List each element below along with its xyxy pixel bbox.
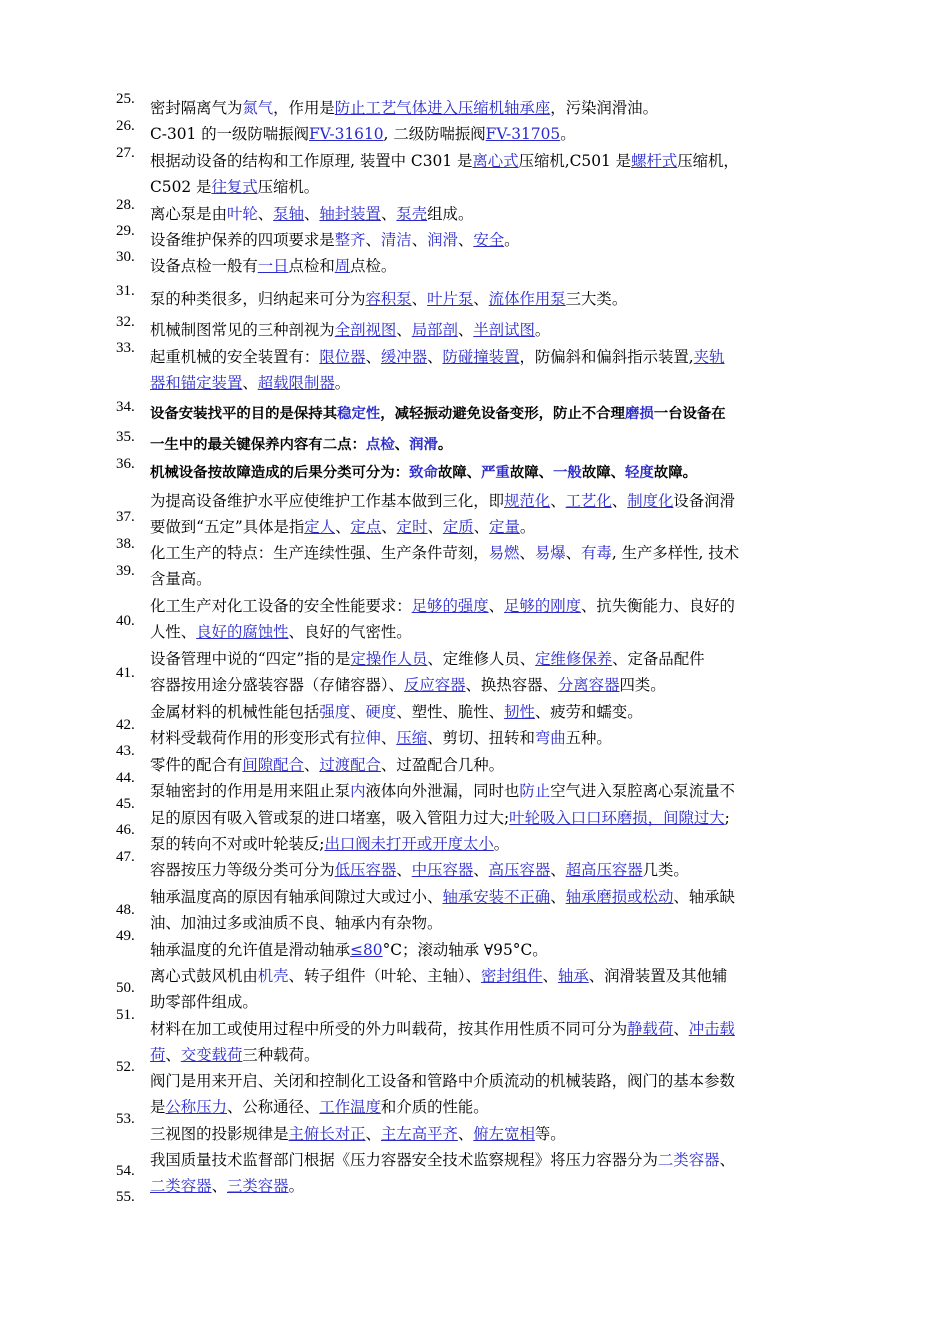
question-text: 、定维修人员、	[427, 650, 536, 668]
question-number: 31.	[116, 283, 135, 299]
text-line	[150, 647, 850, 671]
answer-text: 超载限制器	[257, 374, 335, 392]
text-line	[150, 594, 850, 618]
text-line	[150, 149, 850, 173]
question-text: 、	[550, 888, 566, 906]
question-text: 、	[396, 321, 412, 339]
question-text: 足的原因有吸入管或泵的进口堵塞，吸入管阻力过大;	[150, 809, 510, 827]
question-number: 48.	[116, 902, 135, 918]
question-text: 点检。	[350, 257, 397, 275]
answer-text: 出口阀未打开或开度太小	[324, 835, 494, 853]
question-text: 、	[457, 321, 474, 339]
question-text: 、疲劳和蠕变。	[534, 703, 643, 721]
question-text: C502 是	[150, 178, 212, 196]
question-text: 等。	[534, 1125, 566, 1143]
text-line	[150, 806, 850, 830]
question-text: 、	[380, 729, 397, 747]
text-line	[150, 254, 850, 278]
question-text: 、	[396, 861, 412, 879]
question-text: 、	[457, 1125, 474, 1143]
answer-text: 清洁	[380, 231, 412, 249]
text-line	[150, 567, 850, 591]
question-text: ;	[724, 809, 730, 827]
question-text: 压缩机，	[677, 152, 739, 170]
question-text: 泵轴密封的作用是用来阻止泵	[150, 782, 351, 800]
question-number: 42.	[116, 717, 135, 733]
question-text: 设备点检一般有	[150, 257, 258, 275]
text-line	[150, 620, 850, 644]
text-line	[150, 1043, 850, 1067]
question-text: ，污染润滑油。	[550, 99, 658, 117]
answer-text: 公称压力	[165, 1098, 227, 1116]
question-text: 和介质的性能。	[380, 1098, 489, 1116]
answer-text: 半剖试图	[473, 321, 535, 339]
question-text: 、定备品配件	[612, 650, 705, 668]
question-number: 28.	[116, 197, 135, 213]
question-text: 、	[542, 967, 558, 985]
answer-text: 氮气	[242, 99, 274, 117]
answer-text: 中压容器	[411, 861, 474, 879]
question-text: 、	[473, 290, 489, 308]
question-number: 50.	[116, 980, 135, 996]
question-text: 三种载荷。	[242, 1046, 320, 1064]
question-text: 、	[611, 492, 628, 510]
question-text: 、	[411, 290, 428, 308]
question-number: 37.	[116, 509, 135, 525]
answer-text: 冲击载	[688, 1020, 735, 1038]
text-line	[150, 753, 850, 777]
question-text: 、	[394, 437, 410, 453]
question-text: 、	[335, 518, 351, 536]
text-line	[150, 858, 850, 882]
answer-text: 定维修保养	[535, 650, 613, 668]
question-number: 25.	[116, 91, 135, 107]
answer-text: 主左高平齐	[380, 1125, 458, 1143]
question-text: 。	[288, 1177, 304, 1195]
question-text: 。	[534, 321, 551, 339]
answer-text: 限位器	[319, 348, 366, 366]
question-text: 压缩机,C501 是	[518, 152, 632, 170]
question-text: 、	[381, 518, 397, 536]
question-number: 52.	[116, 1059, 135, 1075]
answer-text: 定质	[442, 518, 474, 536]
answer-text: 全剖视图	[334, 321, 397, 339]
answer-text: 安全	[473, 231, 505, 249]
answer-text: 三类容器	[226, 1177, 289, 1195]
answer-text: 压缩	[396, 729, 428, 747]
question-text: 、	[365, 231, 381, 249]
question-number: 29.	[116, 223, 135, 239]
answer-text: 俯左宽相	[473, 1125, 535, 1143]
question-number: 39.	[116, 563, 135, 579]
question-text: 。	[334, 374, 351, 392]
question-text: 是	[150, 1098, 166, 1116]
text-line	[150, 885, 850, 909]
answer-text: 定点	[350, 518, 382, 536]
answer-text: 轴承安装不正确	[442, 888, 551, 906]
question-number: 49.	[116, 928, 135, 944]
question-number: 32.	[116, 314, 135, 330]
question-text: 容器按压力等级分类可分为	[150, 861, 335, 879]
question-text: 。	[560, 125, 576, 143]
text-line	[150, 1148, 850, 1172]
answer-text: 容积泵	[365, 290, 412, 308]
question-number: 27.	[116, 145, 135, 161]
answer-text: 器和锚定装置	[150, 374, 243, 392]
answer-text: 易爆	[534, 544, 566, 562]
question-text: 轴承温度高的原因有轴承间隙过大或过小、	[150, 888, 443, 906]
answer-text: 润滑	[427, 231, 458, 249]
text-line	[150, 1017, 850, 1041]
answer-text: 轴承	[557, 967, 589, 985]
question-text: ，防偏斜和偏斜指示装置,	[519, 348, 694, 366]
question-text: 空气进入泵腔离心泵流量不	[550, 782, 735, 800]
question-text: 、	[550, 492, 566, 510]
answer-text: 韧性	[504, 703, 535, 721]
question-number: 30.	[116, 249, 135, 265]
question-text: 化工生产的特点：生产连续性强、生产条件苛刻，	[150, 544, 489, 562]
answer-text: 致命	[409, 465, 438, 481]
answer-text: 二类容器	[657, 1151, 720, 1169]
question-text: 、	[488, 597, 505, 615]
answer-text: 超高压容器	[565, 861, 643, 879]
text-line	[150, 726, 850, 750]
text-line	[150, 345, 850, 369]
question-text: 化工生产对化工设备的安全性能要求：	[150, 597, 412, 615]
answer-text: 定人	[304, 518, 336, 536]
question-text: 要做到“五定”具体是指	[150, 518, 305, 536]
question-text: 、	[457, 231, 474, 249]
answer-text: 泵轴	[273, 205, 304, 223]
question-number: 54.	[116, 1163, 135, 1179]
question-text: , 二级防喘振阀	[383, 125, 486, 143]
answer-text: 轴承磨损或松动	[565, 888, 674, 906]
text-line	[150, 433, 850, 457]
answer-text: 稳定性	[337, 406, 381, 422]
answer-text: FV-31610	[308, 125, 384, 143]
question-text: 故障、	[437, 465, 482, 481]
question-text: 、	[411, 231, 428, 249]
question-text: 、	[719, 1151, 735, 1169]
text-line	[150, 938, 850, 962]
question-text: 点检和	[288, 257, 335, 275]
answer-text: 规范化	[504, 492, 551, 510]
text-line	[150, 832, 850, 856]
question-text: 、	[211, 1177, 227, 1195]
question-text: 零件的配合有	[150, 756, 243, 774]
question-text: 我国质量技术监督部门根据《压力容器安全技术监察规程》将压力容器分为	[150, 1151, 658, 1169]
answer-text: 分离容器	[557, 676, 620, 694]
question-number: 35.	[116, 429, 135, 445]
text-line	[150, 964, 850, 988]
answer-text: 主俯长对正	[288, 1125, 366, 1143]
question-text: ，作用是	[273, 99, 335, 117]
question-text: 液体向外泄漏，同时也	[365, 782, 520, 800]
answer-text: 二类容器	[150, 1177, 212, 1195]
answer-text: 防止工艺气体进入压缩机轴承座	[334, 99, 551, 117]
question-text: 、	[165, 1046, 181, 1064]
answer-text: 过渡配合	[319, 756, 381, 774]
answer-text: 轴封装置	[319, 205, 381, 223]
question-text: 。	[493, 835, 510, 853]
answer-text: 定时	[396, 518, 428, 536]
question-number: 38.	[116, 536, 135, 552]
answer-text: 有毒	[581, 544, 612, 562]
question-text: 容器按用途分盛装容器（存储容器）、	[150, 676, 404, 694]
answer-text: 低压容器	[334, 861, 397, 879]
text-line	[150, 318, 850, 342]
answer-text: 弯曲	[534, 729, 566, 747]
answer-text: 定操作人员	[350, 650, 428, 668]
answer-text: FV-31705	[485, 125, 561, 143]
answer-text: 夹轨	[693, 348, 725, 366]
answer-text: 叶轮吸入口口环磨损，间隙过大	[509, 809, 725, 827]
question-text: 、	[427, 348, 443, 366]
answer-text: 定量	[489, 518, 520, 536]
answer-text: 局部剖	[411, 321, 458, 339]
text-line	[150, 990, 850, 1014]
answer-text: 一般	[553, 465, 582, 481]
answer-text: 润滑	[409, 437, 438, 453]
question-text: 机械设备按故障造成的后果分类可分为：	[150, 465, 410, 481]
question-text: 、抗失衡能力、良好的	[581, 597, 735, 615]
question-text: 五种。	[565, 729, 612, 747]
question-text: 设备维护保养的四项要求是	[150, 231, 335, 249]
answer-text: 流体作用泵	[488, 290, 566, 308]
answer-text: 磨损	[624, 406, 654, 422]
text-line	[150, 911, 850, 935]
question-text: 、	[303, 205, 320, 223]
answer-text: 拉伸	[350, 729, 381, 747]
answer-text: 工作温度	[319, 1098, 381, 1116]
question-text: 、	[519, 544, 535, 562]
answer-text: 硬度	[365, 703, 397, 721]
question-number: 33.	[116, 340, 135, 356]
question-text: 泵的转向不对或叶轮装反;	[150, 835, 325, 853]
question-text: 、	[473, 861, 489, 879]
question-text: 、	[257, 205, 274, 223]
question-text: 阀门是用来开启、关闭和控制化工设备和管路中介质流动的机械装路，阀门的基本参数	[150, 1072, 735, 1090]
question-text: 、塑性、脆性、	[396, 703, 505, 721]
question-text: , 生产多样性, 技术	[611, 544, 740, 562]
question-text: 组成。	[427, 205, 474, 223]
answer-text: 静载荷	[627, 1020, 674, 1038]
answer-text: 间隙配合	[242, 756, 304, 774]
answer-text: 易燃	[488, 544, 520, 562]
text-line	[150, 228, 850, 252]
question-text: 、公称通径、	[226, 1098, 320, 1116]
answer-text: 交变载荷	[180, 1046, 243, 1064]
question-number: 36.	[116, 456, 135, 472]
text-line	[150, 287, 850, 311]
question-text: 轴承温度的允许值是滑动轴承	[150, 941, 351, 959]
question-text: 、	[365, 1125, 381, 1143]
question-text: 、剪切、扭转和	[427, 729, 535, 747]
question-text: 、润滑装置及其他辅	[588, 967, 728, 985]
answer-text: 螺杆式	[631, 152, 678, 170]
question-number: 45.	[116, 796, 135, 812]
question-text: 、	[365, 348, 381, 366]
question-text: 、	[673, 1020, 689, 1038]
question-text: 根据动设备的结构和工作原理, 装置中 C301 是	[150, 152, 473, 170]
answer-text: 叶片泵	[427, 290, 474, 308]
text-line	[150, 1069, 850, 1093]
question-number: 55.	[116, 1189, 135, 1205]
question-text: 人性、	[150, 623, 197, 641]
question-text: 、良好的气密性。	[288, 623, 412, 641]
question-text: 密封隔离气为	[150, 99, 243, 117]
question-text: 设备管理中说的“四定”指的是	[150, 650, 351, 668]
answer-text: ≤80	[350, 941, 383, 959]
text-line	[150, 779, 850, 803]
question-text: 、	[303, 756, 320, 774]
question-number: 26.	[116, 118, 135, 134]
question-text: 。	[504, 231, 520, 249]
question-text: 、轴承缺	[673, 888, 735, 906]
text-line	[150, 402, 850, 426]
text-line	[150, 461, 850, 485]
text-line	[150, 1095, 850, 1119]
text-line	[150, 175, 850, 199]
question-text: 离心泵是由	[150, 205, 227, 223]
question-text: 、过盈配合几种。	[380, 756, 505, 774]
question-number: 47.	[116, 849, 135, 865]
answer-text: 往复式	[211, 178, 258, 196]
question-text: 、换热容器、	[465, 676, 558, 694]
question-text: C-301 的一级防喘振阀	[150, 125, 309, 143]
answer-text: 机壳	[257, 967, 289, 985]
question-text: 几类。	[642, 861, 689, 879]
question-number: 41.	[116, 665, 135, 681]
question-text: 、	[350, 703, 366, 721]
question-text: 材料在加工或使用过程中所受的外力叫载荷，按其作用性质不同可分为	[150, 1020, 628, 1038]
question-text: 、	[473, 518, 490, 536]
answer-text: 良好的腐蚀性	[196, 623, 289, 641]
question-number: 34.	[116, 399, 135, 415]
answer-text: 防止	[519, 782, 551, 800]
question-text: 一生中的最关键保养内容有二点：	[150, 437, 366, 453]
question-number: 46.	[116, 822, 135, 838]
answer-text: 缓冲器	[380, 348, 428, 366]
question-text: 、	[242, 374, 258, 392]
answer-text: 制度化	[627, 492, 674, 510]
question-text: 四类。	[619, 676, 666, 694]
answer-text: 叶轮	[226, 205, 258, 223]
question-text: 金属材料的机械性能包括	[150, 703, 320, 721]
question-number: 51.	[116, 1007, 135, 1023]
question-number: 40.	[116, 613, 135, 629]
answer-text: 严重	[481, 465, 510, 481]
question-text: 压缩机。	[257, 178, 320, 196]
text-line	[150, 515, 850, 539]
question-text: 离心式鼓风机由	[150, 967, 258, 985]
question-text: 设备润滑	[673, 492, 735, 510]
question-text: 故障、	[509, 465, 554, 481]
answer-text: 整齐	[334, 231, 366, 249]
answer-text: 高压容器	[488, 861, 551, 879]
question-text: 、	[427, 518, 443, 536]
question-text: 、转子组件（叶轮、主轴）、	[288, 967, 481, 985]
answer-text: 防碰撞装置	[442, 348, 520, 366]
text-line	[150, 541, 850, 565]
question-text: 、	[380, 205, 397, 223]
answer-text: 荷	[150, 1046, 166, 1064]
answer-text: 一日	[257, 257, 289, 275]
answer-text: 周	[334, 257, 351, 275]
question-text: 泵的种类很多，归纳起来可分为	[150, 290, 366, 308]
question-text: 故障、	[581, 465, 625, 481]
question-text: 起重机械的安全装置有：	[150, 348, 320, 366]
answer-text: 离心式	[472, 152, 519, 170]
answer-text: 强度	[319, 703, 351, 721]
answer-text: 点检	[365, 437, 395, 453]
question-text: 为提高设备维护水平应使维护工作基本做到三化，即	[150, 492, 504, 510]
text-line	[150, 489, 850, 513]
text-line	[150, 1174, 850, 1198]
text-line	[150, 202, 850, 226]
question-text: 故障。	[653, 465, 697, 481]
question-text: 油、加油过多或油质不良、轴承内有杂物。	[150, 914, 443, 932]
question-text: 机械制图常见的三种剖视为	[150, 321, 335, 339]
answer-text: 轻度	[625, 465, 654, 481]
text-line	[150, 371, 850, 395]
text-line	[150, 700, 850, 724]
question-text: 三大类。	[565, 290, 628, 308]
answer-text: 反应容器	[403, 676, 466, 694]
answer-text: 足够的刚度	[504, 597, 581, 615]
question-text: 。	[437, 437, 453, 453]
question-number: 44.	[116, 770, 135, 786]
question-text: 、	[550, 861, 566, 879]
text-line	[150, 1122, 850, 1146]
question-text: ，减轻振动避免设备变形，防止不合理	[380, 406, 625, 422]
answer-text: 泵壳	[396, 205, 428, 223]
question-text: 材料受载荷作用的形变形式有	[150, 729, 351, 747]
question-text: 设备安装找平的目的是保持其	[150, 406, 338, 422]
question-text: °C；滚动轴承 ∀95°C。	[382, 941, 548, 959]
question-text: 三视图的投影规律是	[150, 1125, 289, 1143]
text-line	[150, 96, 850, 120]
question-text: 、	[565, 544, 582, 562]
text-line	[150, 122, 850, 146]
answer-text: 内	[350, 782, 366, 800]
answer-text: 工艺化	[565, 492, 612, 510]
answer-text: 足够的强度	[411, 597, 489, 615]
question-text: 。	[519, 518, 536, 536]
question-number: 43.	[116, 743, 135, 759]
question-number: 53.	[116, 1111, 135, 1127]
text-line	[150, 673, 850, 697]
question-text: 助零部件组成。	[150, 993, 258, 1011]
answer-text: 密封组件	[480, 967, 543, 985]
question-text: 一台设备在	[653, 406, 726, 422]
question-text: 含量高。	[150, 570, 212, 588]
